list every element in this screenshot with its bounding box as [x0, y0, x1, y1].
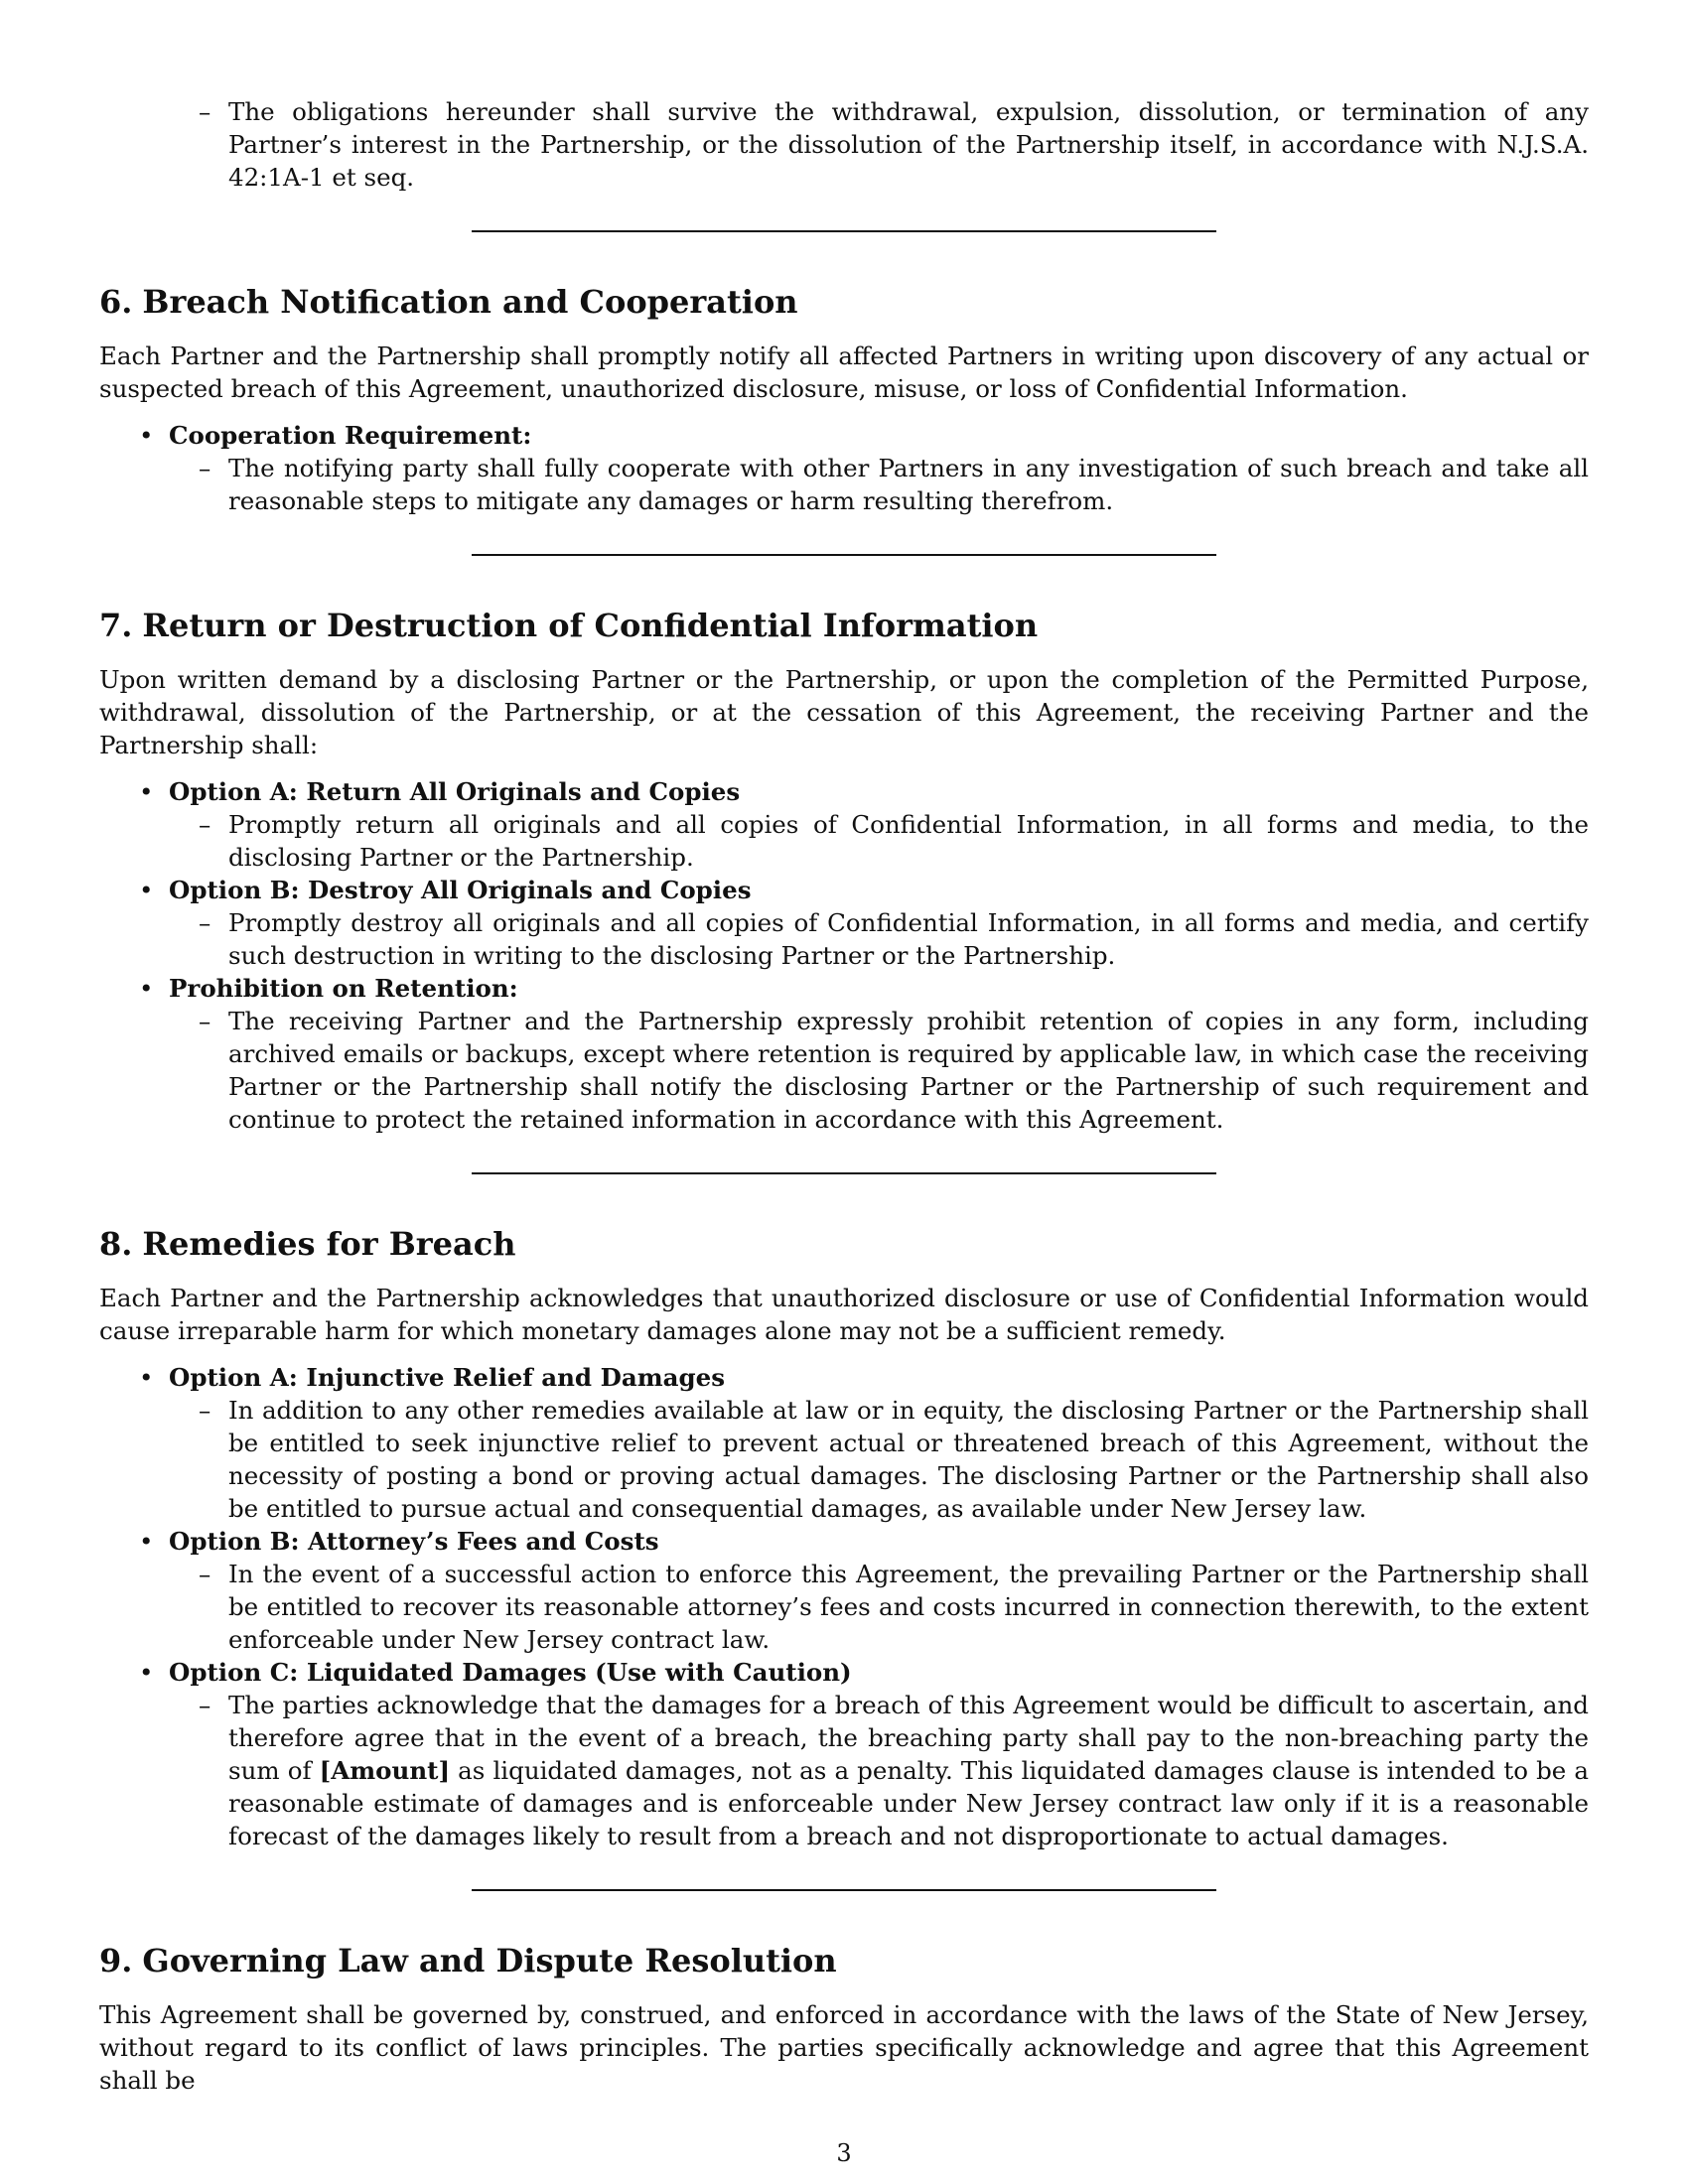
section-7-body: Upon written demand by a disclosing Partner or the Partnership, or upon the completion of the Permitted Purpose, withdrawal, dissolution of the Partnership, or at the cessation of this Agreement, the receiving Partner and the Partnership shall: [99, 665, 1589, 759]
item-detail [169, 906, 1589, 972]
section-divider [472, 1889, 1216, 1891]
section-divider [472, 1172, 1216, 1174]
section-number: 7. [99, 607, 133, 644]
section-8-body: Each Partner and the Partnership acknowledges that unauthorized disclosure or use of Confidential Information would cause irreparable harm for which monetary damages alone may not be a sufficient remedy. [99, 1284, 1589, 1345]
dash-marker: – [199, 908, 211, 937]
survival-clause [99, 95, 1589, 194]
item-text: as liquidated damages, not as a penalty. This liquidated damages clause is intended to be a reasonable estimate of damages and is enforceable under New Jersey contract law only if it is a reasonable forecast of the damages likely to result from a breach and not disproportionate to actual damages. [228, 1756, 1589, 1850]
item-label: Option C: Liquidated Damages (Use with Caution) [169, 1658, 852, 1687]
section-6-body: Each Partner and the Partnership shall promptly notify all affected Partners in writing upon discovery of any actual or suspected breach of this Agreement, unauthorized disclosure, misuse, or loss of Confidential Information. [99, 341, 1589, 403]
section-number: 6. [99, 283, 133, 321]
item-detail [169, 1558, 1589, 1656]
item-label: Cooperation Requirement: [169, 421, 532, 450]
section-title: Governing Law and Dispute Resolution [142, 1942, 837, 1979]
dash-marker: – [199, 454, 211, 482]
item-text: The receiving Partner and the Partnership expressly prohibit retention of copies in any form, including archived emails or backups, except where retention is required by applicable law, in which case the receiving Partner or the Partnership shall notify the disclosing Partner or the Partnership of such requirement and continue to protect the retained information in accordance with this Agreement. [228, 1007, 1589, 1134]
section-7-heading [99, 606, 1589, 645]
section-6-heading [99, 282, 1589, 322]
section-6-list [99, 419, 1589, 517]
item-text: The notifying party shall fully cooperate with other Partners in any investigation of such breach and take all reasonable steps to mitigate any damages or harm resulting therefrom. [228, 454, 1589, 515]
item-text: In the event of a successful action to enforce this Agreement, the prevailing Partner or the Partnership shall be entitled to recover its reasonable attorney’s fees and costs incurred in connection therewith, to the extent enforceable under New Jersey contract law. [228, 1560, 1589, 1654]
item-label: Option B: Attorney’s Fees and Costs [169, 1527, 659, 1556]
bullet-marker: • [139, 421, 154, 450]
item-text: Promptly destroy all originals and all copies of Confidential Information, in all forms and media, and certify such destruction in writing to the disclosing Partner or the Partnership. [228, 908, 1589, 970]
section-title: Breach Notification and Cooperation [142, 283, 798, 321]
item-detail [169, 808, 1589, 874]
list-item [99, 1656, 1589, 1852]
dash-marker: – [199, 1396, 211, 1425]
section-7-list [99, 775, 1589, 1136]
item-label: Option A: Injunctive Relief and Damages [169, 1363, 726, 1392]
list-item [99, 1525, 1589, 1656]
bullet-marker: • [139, 1363, 154, 1392]
list-item [99, 775, 1589, 874]
section-title: Return or Destruction of Confidential Information [142, 607, 1039, 644]
survival-clause-text: The obligations hereunder shall survive the withdrawal, expulsion, dissolution, or termination of any Partner’s interest in the Partnership, or the dissolution of the Partnership itself, in accordance with N.J.S.A. 42:1A-1 et seq. [228, 97, 1589, 192]
item-detail [169, 1005, 1589, 1136]
list-item [99, 1361, 1589, 1525]
bullet-marker: • [139, 1658, 154, 1687]
page-number: 3 [836, 2139, 852, 2167]
dash-marker: – [199, 1007, 211, 1035]
section-8-heading [99, 1224, 1589, 1264]
dash-marker: – [199, 810, 211, 839]
section-title: Remedies for Breach [142, 1225, 516, 1263]
section-divider [472, 230, 1216, 232]
section-9-body: This Agreement shall be governed by, construed, and enforced in accordance with the laws of the State of New Jersey, without regard to its conflict of laws principles. The parties specifically acknowledge and agree that this Agreement shall be [99, 2000, 1589, 2095]
dash-marker: – [199, 1691, 211, 1719]
bullet-marker: • [139, 777, 154, 806]
item-detail [169, 1689, 1589, 1852]
section-9-heading [99, 1941, 1589, 1980]
section-divider [472, 554, 1216, 556]
document-page [99, 95, 1589, 2097]
bullet-marker: • [139, 1527, 154, 1556]
item-label: Option A: Return All Originals and Copies [169, 777, 741, 806]
bullet-marker: • [139, 876, 154, 904]
item-text: The parties acknowledge that the damages for a breach of this Agreement would be difficult to ascertain, and therefore agree that in the event of a breach, the breaching party shall pay to the non-breaching party the sum of [228, 1691, 1589, 1785]
list-item [99, 419, 1589, 517]
bullet-marker: • [139, 974, 154, 1003]
section-number: 8. [99, 1225, 133, 1263]
item-label: Option B: Destroy All Originals and Copies [169, 876, 752, 904]
item-detail [169, 452, 1589, 517]
item-detail [169, 1394, 1589, 1525]
amount-placeholder: [Amount] [319, 1756, 451, 1785]
list-item [99, 874, 1589, 972]
item-text: Promptly return all originals and all copies of Confidential Information, in all forms and media, to the disclosing Partner or the Partnership. [228, 810, 1589, 872]
section-number: 9. [99, 1942, 133, 1979]
section-8-list [99, 1361, 1589, 1852]
list-item [99, 972, 1589, 1136]
dash-marker: – [199, 1560, 211, 1588]
dash-marker: – [199, 97, 211, 126]
item-text: In addition to any other remedies available at law or in equity, the disclosing Partner or the Partnership shall be entitled to seek injunctive relief to prevent actual or threatened breach of this Agreement, without the necessity of posting a bond or proving actual damages. The disclosing Partner or the Partnership shall also be entitled to pursue actual and consequential damages, as available under New Jersey law. [228, 1396, 1589, 1523]
item-label: Prohibition on Retention: [169, 974, 518, 1003]
